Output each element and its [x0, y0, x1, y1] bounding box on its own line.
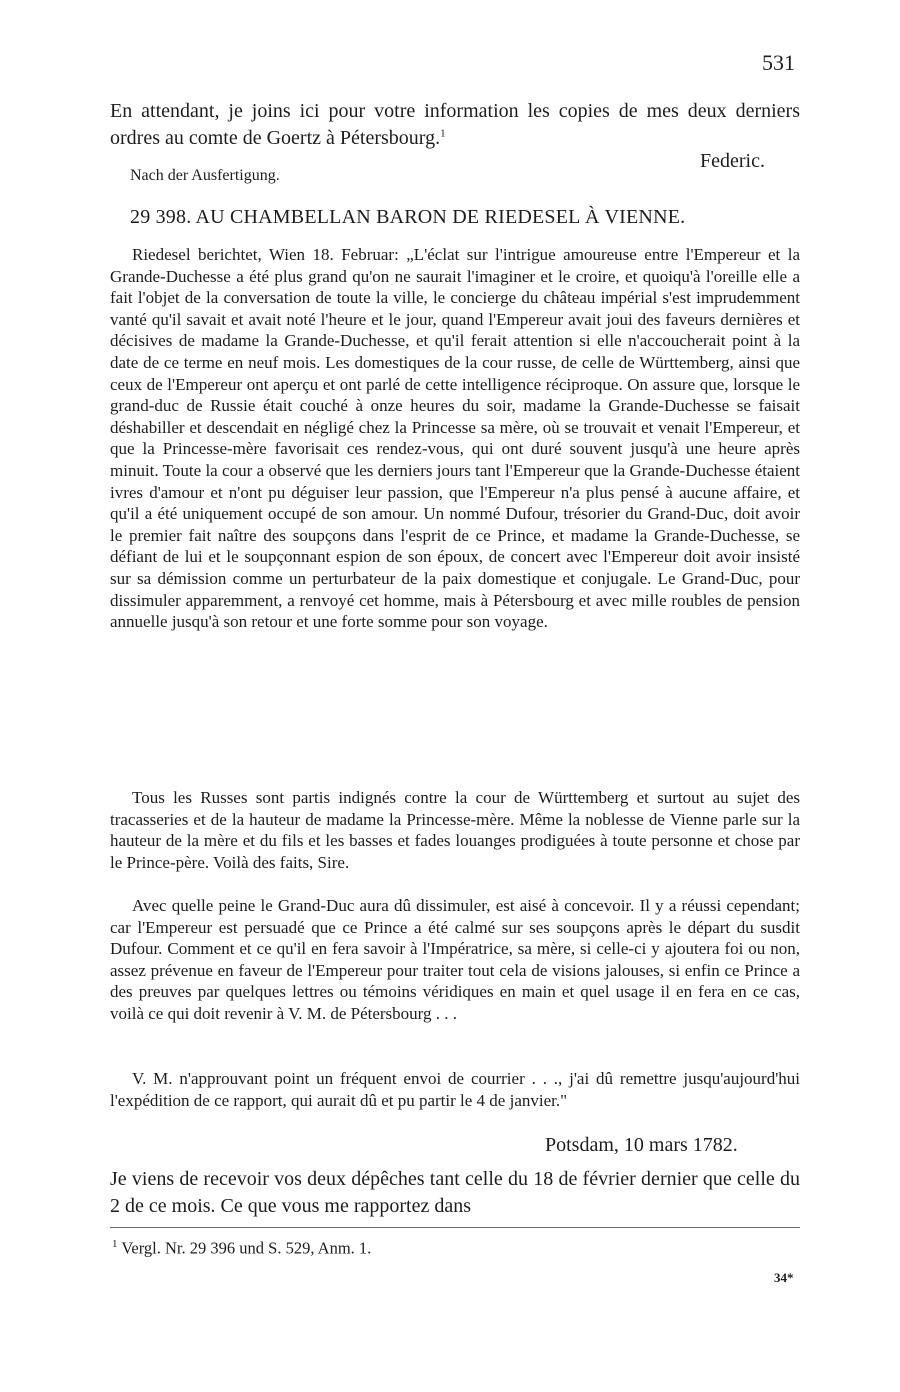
footnote — [112, 1238, 371, 1259]
footnote-text: Vergl. Nr. 29 396 und S. 529, Anm. 1. — [121, 1238, 372, 1258]
letter-start: Je viens de recevoir vos deux dépêches tant celle du 18 de février dernier que celle du 2 de ce mois. Ce que vous me rapportez dans — [110, 1168, 800, 1217]
intro-text: En attendant, je joins ici pour votre information les copies de mes deux derniers ordres au comte de Goertz à Pétersbourg. — [110, 100, 800, 149]
signature-mark: 34* — [774, 1270, 794, 1285]
signature: Federic. — [700, 150, 765, 172]
footnote-rule — [110, 1227, 800, 1228]
page-number: 531 — [762, 50, 795, 75]
intro-paragraph — [110, 98, 800, 152]
report-paragraph-1: Riedesel berichtet, Wien 18. Februar: „L'éclat sur l'intrigue amoureuse entre l'Empereur et la Grande-Duchesse a été plus grand qu'on ne saurait l'imaginer et le croire, et quoiqu'à l'oreille elle a fait l'objet de la conversation de toute la ville, le concierge du château impérial s'est imprudemment vanté qu'il savait et avait noté l'heure et le jour, quand l'Empereur avait joui des faveurs dernières et décisives de madame la Grande-Duchesse, et qu'il ferait attention si elle n'accoucherait point à la date de ce terme en neuf mois. Les domestiques de la cour russe, de celle de Württemberg, ainsi que ceux de l'Empereur ont aperçu et ont parlé de cette intelligence réciproque. On assure que, lorsque le grand-duc de Russie était couché à onze heures du soir, madame la Grande-Duchesse se faisait déshabiller et descendait en négligé chez la Princesse sa mère, où se trouvait et venait l'Empereur, et que la Princesse-mère favorisait ces rendez-vous, qui ont duré souvent jusqu'à une heure après minuit. Toute la cour a observé que les derniers jours tant l'Empereur que la Grande-Duchesse étaient ivres d'amour et n'ont pu déguiser leur passion, que l'Empereur n'a plus pensé à aucune affaire, et qu'il a été uniquement occupé de son amour. Un nommé Dufour, trésorier du Grand-Duc, doit avoir le premier fait naître des soupçons dans l'esprit de ce Prince, et madame la Grande-Duchesse, se défiant de lui et le soupçonnant espion de son époux, de concert avec l'Empereur doit avoir insisté sur sa démission comme un perturbateur de la paix domestique et conjugale. Le Grand-Duc, pour dissimuler apparemment, a renvoyé cet homme, mais à Pétersbourg et avec mille roubles de pension annuelle jusqu'à son retour et une forte somme pour son voyage. — [110, 245, 800, 632]
report-paragraph-4: V. M. n'approuvant point un fréquent envoi de courrier . . ., j'ai dû remettre jusqu'aujourd'hui l'expédition de ce rapport, qui aurait dû et pu partir le 4 de janvier." — [110, 1069, 800, 1110]
intro-footnote-ref: 1 — [440, 127, 446, 140]
footnote-mark: 1 — [112, 1238, 118, 1250]
document-heading: 29 398. AU CHAMBELLAN BARON DE RIEDESEL À VIENNE. — [130, 206, 686, 228]
source-note: Nach der Ausfertigung. — [130, 167, 280, 184]
report-paragraph-2: Tous les Russes sont partis indignés contre la cour de Württemberg et surtout au sujet des tracasseries et de la hauteur de madame la Princesse-mère. Même la noblesse de Vienne parle sur la hauteur de la mère et du fils et les basses et fades louanges prodiguées à toute personne et chose par le Prince-père. Voilà des faits, Sire. — [110, 788, 800, 872]
dateline: Potsdam, 10 mars 1782. — [545, 1134, 738, 1156]
report-paragraph-3: Avec quelle peine le Grand-Duc aura dû dissimuler, est aisé à concevoir. Il y a réussi cependant; car l'Empereur est persuadé que ce Prince a été calmé sur ses soupçons après le départ du susdit Dufour. Comment et ce qu'il en fera savoir à l'Impératrice, sa mère, si celle-ci y ajoutera foi ou non, assez prévenue en faveur de l'Empereur pour traiter tout cela de visions jalouses, si enfin ce Prince a des preuves par quelques lettres ou témoins véridiques en main et quel usage il en fera en ce cas, voilà ce qui doit revenir à V. M. de Pétersbourg . . . — [110, 896, 800, 1023]
